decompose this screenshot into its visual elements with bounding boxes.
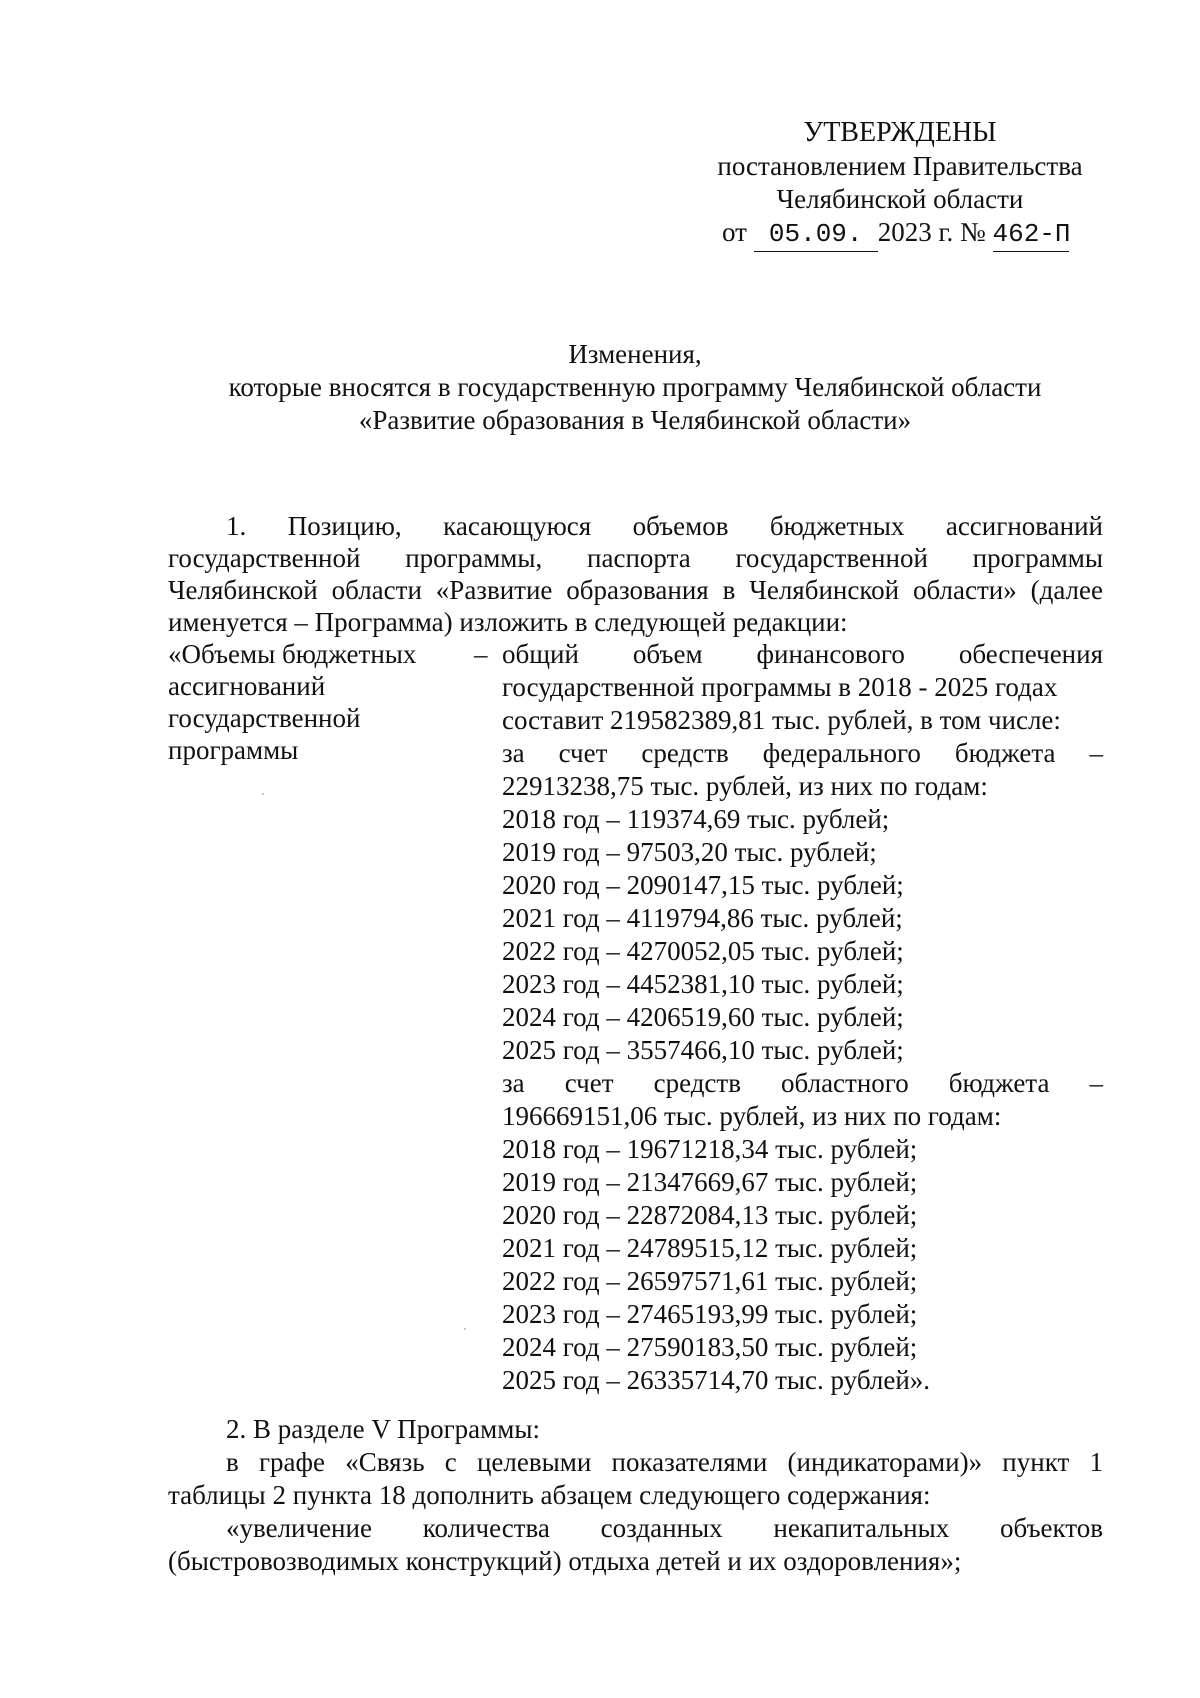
passport-value-line: за счет средств федерального бюджета –: [502, 738, 1103, 768]
passport-label-line: государственной: [168, 703, 361, 733]
item-1-line: Челябинской области «Развитие образования в Челябинской области» (далее: [168, 575, 1103, 605]
passport-value-line: 2019 год – 21347669,67 тыс. рублей;: [502, 1167, 918, 1197]
scan-speck: [464, 1328, 466, 1330]
approval-region: Челябинской области: [776, 184, 1024, 214]
approval-issuer: постановлением Правительства: [717, 151, 1083, 181]
passport-value-line: 2025 год – 3557466,10 тыс. рублей;: [502, 1035, 904, 1065]
passport-value-line: 2023 год – 27465193,99 тыс. рублей;: [502, 1299, 918, 1329]
item-1-paragraph: [168, 510, 1103, 638]
approval-title: УТВЕРЖДЕНЫ: [803, 117, 997, 148]
passport-value-line: за счет средств областного бюджета –: [502, 1068, 1103, 1098]
passport-value-line: 2018 год – 19671218,34 тыс. рублей;: [502, 1134, 918, 1164]
passport-value-line: 2024 год – 27590183,50 тыс. рублей;: [502, 1332, 918, 1362]
heading-subtitle: которые вносятся в государственную программу Челябинской области: [228, 372, 1042, 402]
approval-date-line: [690, 216, 1110, 252]
item-2-line: 2. В разделе V Программы:: [226, 1414, 540, 1444]
approval-number: 462-П: [993, 218, 1069, 252]
item-1-line: 1. Позицию, касающуюся объемов бюджетных ассигнований: [226, 511, 1103, 541]
passport-value-line: 2024 год – 4206519,60 тыс. рублей;: [502, 1002, 904, 1032]
passport-value-line: общий объем финансового обеспечения: [502, 639, 1103, 669]
passport-value-line: 2023 год – 4452381,10 тыс. рублей;: [502, 969, 904, 999]
item-1-line: именуется – Программа) изложить в следующей редакции:: [168, 607, 848, 637]
passport-label-line: ассигнований: [168, 671, 326, 701]
passport-value-line: 2020 год – 2090147,15 тыс. рублей;: [502, 870, 904, 900]
passport-value-line: 2019 год – 97503,20 тыс. рублей;: [502, 837, 877, 867]
approval-date: 05.09.: [754, 218, 878, 252]
item-2-line: в графе «Связь с целевыми показателями (индикаторами)» пункт 1: [226, 1447, 1103, 1477]
passport-value-line: составит 219582389,81 тыс. рублей, в том числе:: [502, 705, 1061, 735]
passport-value-line: государственной программы в 2018 - 2025 годах: [502, 672, 1058, 702]
passport-label-line: программы: [168, 735, 299, 765]
approval-from-label: от: [722, 217, 747, 247]
heading-title: Изменения,: [568, 339, 702, 369]
passport-value-line: 2020 год – 22872084,13 тыс. рублей;: [502, 1200, 918, 1230]
item-2-section: [168, 1413, 1103, 1578]
passport-dash: –: [474, 639, 488, 669]
passport-value-line: 2025 год – 26335714,70 тыс. рублей».: [502, 1365, 931, 1395]
item-2-line: таблицы 2 пункта 18 дополнить абзацем следующего содержания:: [168, 1480, 931, 1510]
item-2-line: (быстровозводимых конструкций) отдыха детей и их оздоровления»;: [168, 1546, 962, 1576]
passport-value-line: 2022 год – 26597571,61 тыс. рублей;: [502, 1266, 918, 1296]
passport-value-line: 2022 год – 4270052,05 тыс. рублей;: [502, 936, 904, 966]
approval-year: 2023 г. №: [877, 217, 986, 247]
item-2-line: «увеличение количества созданных некапитальных объектов: [226, 1513, 1103, 1543]
heading-program-name: «Развитие образования в Челябинской области»: [358, 405, 912, 435]
passport-value-line: 2021 год – 24789515,12 тыс. рублей;: [502, 1233, 918, 1263]
scan-speck: [262, 793, 264, 795]
passport-value-line: 22913238,75 тыс. рублей, из них по годам:: [502, 771, 988, 801]
passport-label-column: [168, 638, 468, 766]
item-1-line: государственной программы, паспорта государственной программы: [168, 543, 1103, 573]
passport-value-line: 2018 год – 119374,69 тыс. рублей;: [502, 804, 890, 834]
passport-value-line: 2021 год – 4119794,86 тыс. рублей;: [502, 903, 903, 933]
approval-block: [690, 116, 1110, 252]
passport-label-line: «Объемы бюджетных: [168, 639, 417, 669]
passport-value-column: [502, 638, 1103, 1397]
document-heading: [150, 338, 1120, 437]
passport-value-line: 196669151,06 тыс. рублей, из них по годам:: [502, 1101, 1002, 1131]
